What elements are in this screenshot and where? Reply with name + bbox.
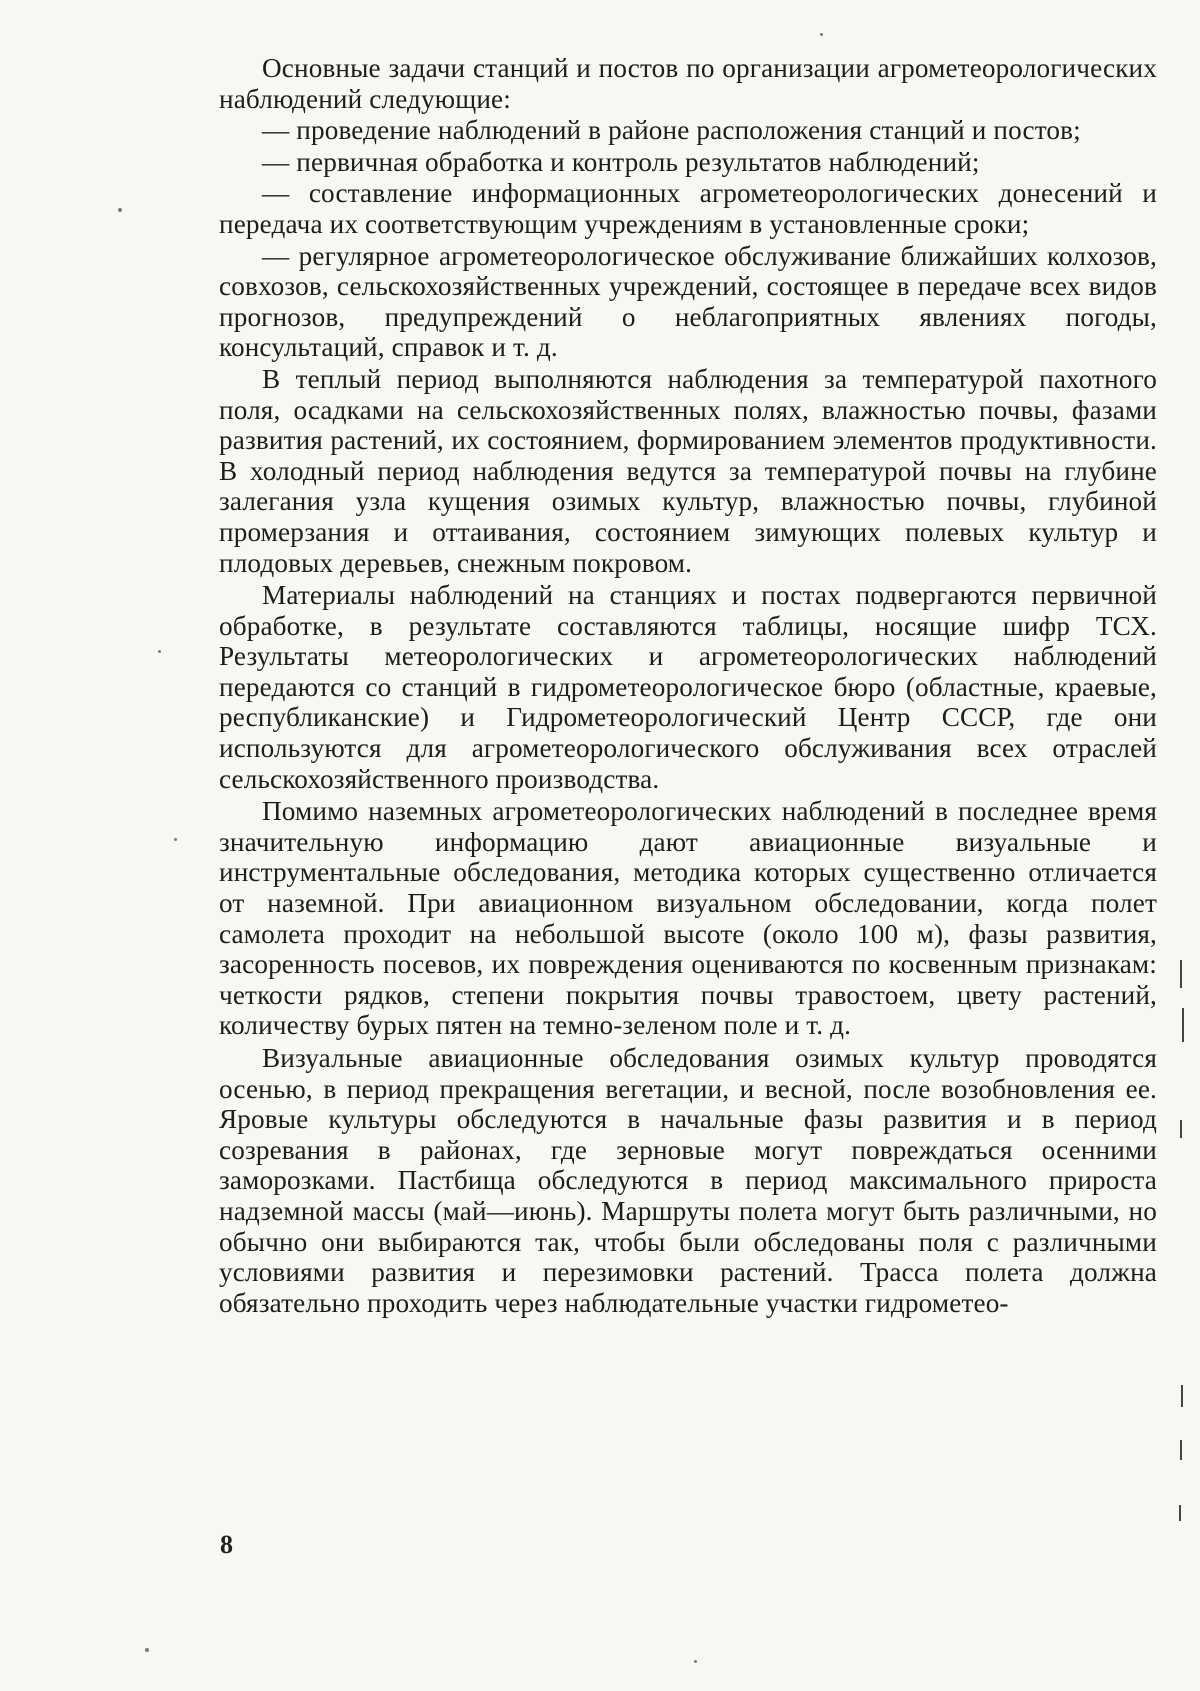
scan-speck bbox=[118, 208, 122, 212]
scan-margin-mark bbox=[1182, 1008, 1184, 1042]
scan-margin-mark bbox=[1180, 1440, 1182, 1460]
scan-speck bbox=[158, 650, 161, 653]
paragraph-aviation-intro: Помимо наземных агрометеорологических наблюдений в последнее время значительную информацию дают авиационные визуальные и инструментальные обследования, методика которых существенно отличается от наземной. При авиационном визуальном обследовании, когда полет самолета проходит на небольшой высоте (около 100 м), фазы развития, засоренность посевов, их повреждения оцениваются по косвенным признакам: четкости рядков, степени покрытия почвы травостоем, цвету растений, количеству бурых пятен на темно-зеленом поле и т. д. bbox=[219, 796, 1157, 1041]
body-text bbox=[219, 53, 1157, 1319]
scan-margin-mark bbox=[1179, 1505, 1181, 1521]
scan-margin-mark bbox=[1181, 1385, 1183, 1407]
scan-speck bbox=[145, 1648, 149, 1652]
paragraph-tasks-intro: Основные задачи станций и постов по организации агрометеорологических наблюдений следующие: bbox=[219, 53, 1157, 114]
paragraph-materials: Материалы наблюдений на станциях и постах подвергаются первичной обработке, в результате составляются таблицы, носящие шифр ТСХ. Результаты метеорологических и агрометеорологических наблюдений передаются со станций в гидрометеорологическое бюро (областные, краевые, республиканские) и Гидрометеорологический Центр СССР, где они используются для агрометеорологического обслуживания всех отраслей сельскохозяйственного производства. bbox=[219, 580, 1157, 794]
scan-speck bbox=[174, 838, 177, 841]
paragraph-warm-period: В теплый период выполняются наблюдения за температурой пахотного поля, осадками на сельскохозяйственных полях, влажностью почвы, фазами развития растений, их состоянием, формированием элементов продуктивности. В холодный период наблюдения ведутся за температурой почвы на глубине залегания узла кущения озимых культур, влажностью почвы, глубиной промерзания и оттаивания, состоянием зимующих полевых культур и плодовых деревьев, снежным покровом. bbox=[219, 363, 1157, 578]
page-number: 8 bbox=[220, 1530, 233, 1559]
paragraph-task-observations: — проведение наблюдений в районе расположения станций и постов; bbox=[262, 115, 1081, 146]
scan-speck bbox=[694, 1660, 697, 1663]
scan-speck bbox=[820, 33, 823, 36]
paragraph-task-processing: — первичная обработка и контроль результатов наблюдений; bbox=[262, 146, 980, 177]
paragraph-aviation-visual: Визуальные авиационные обследования озимых культур проводятся осенью, в период прекращения вегетации, и весной, после возобновления ее. Яровые культуры обследуются в начальные фазы развития и в период созревания в районах, где зерновые могут повреждаться осенними заморозками. Пастбища обследуются в период максимального прироста надземной массы (май—июнь). Маршруты полета могут быть различными, но обычно они выбираются так, чтобы были обследованы поля с различными условиями развития и перезимовки растений. Трасса полета должна обязательно проходить через наблюдательные участки гидрометео- bbox=[219, 1043, 1157, 1318]
paragraph-task-reports: — составление информационных агрометеорологических донесений и передача их соответствующим учреждениям в установленные сроки; bbox=[219, 178, 1157, 239]
scan-margin-mark bbox=[1180, 1120, 1182, 1138]
scan-margin-mark bbox=[1180, 960, 1182, 988]
paragraph-task-service: — регулярное агрометеорологическое обслуживание ближайших колхозов, совхозов, сельскохозяйственных учреждений, состоящее в передаче всех видов прогнозов, предупреждений о неблагоприятных явлениях погоды, консультаций, справок и т. д. bbox=[219, 240, 1157, 363]
